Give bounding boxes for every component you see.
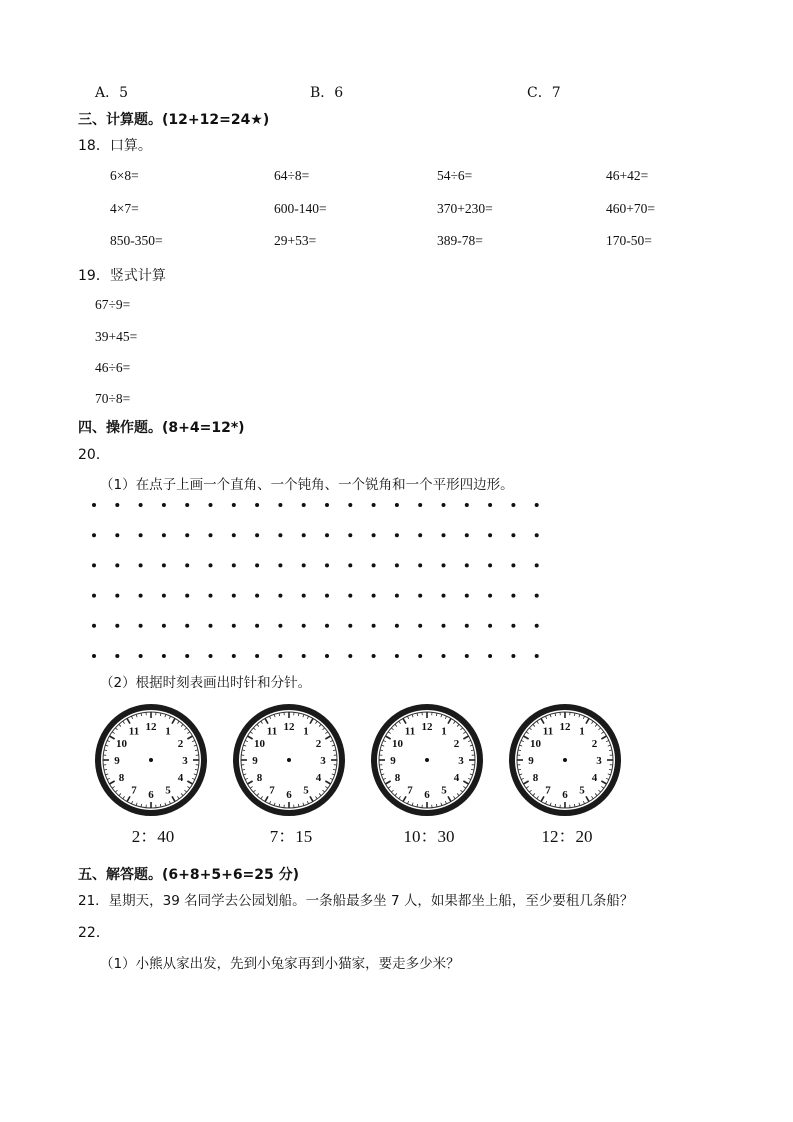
question-20-label: 20． <box>78 447 110 463</box>
grid-dot <box>92 624 96 628</box>
grid-dot <box>162 563 166 567</box>
grid-dot <box>511 594 515 598</box>
mental-math-item: 170-50= <box>606 233 652 248</box>
grid-dot <box>209 533 213 537</box>
grid-dot <box>535 503 539 507</box>
clock-time-label: 12：20 <box>541 827 593 846</box>
grid-dot <box>418 654 422 658</box>
clock-face <box>367 700 487 820</box>
grid-dot <box>465 624 469 628</box>
grid-dot <box>92 654 96 658</box>
grid-dot <box>325 503 329 507</box>
grid-dot <box>162 654 166 658</box>
grid-dot <box>442 624 446 628</box>
clock-numeral: 11 <box>404 725 416 738</box>
grid-dot <box>278 624 282 628</box>
grid-dot <box>302 563 306 567</box>
vertical-calc-item: 67÷9= <box>95 297 131 312</box>
grid-dot <box>511 624 515 628</box>
grid-dot <box>418 533 422 537</box>
clock-numeral: 6 <box>286 789 292 801</box>
vertical-calc-item: 39+45= <box>95 329 138 344</box>
grid-dot <box>372 563 376 567</box>
clock-numeral: 8 <box>532 772 539 784</box>
grid-dot <box>278 594 282 598</box>
clock-numeral: 10 <box>254 738 266 750</box>
clock-numeral: 6 <box>424 789 430 801</box>
section-3-title: 三、计算题。(12+12=24★) <box>78 112 270 128</box>
grid-dot <box>325 654 329 658</box>
grid-dot <box>115 563 119 567</box>
clock-numeral: 9 <box>252 755 258 767</box>
clock-numeral: 11 <box>128 725 140 738</box>
grid-dot <box>209 594 213 598</box>
grid-dot <box>535 563 539 567</box>
vertical-calc-item: 70÷8= <box>95 391 131 406</box>
grid-dot <box>255 563 259 567</box>
grid-dot <box>488 503 492 507</box>
grid-dot <box>232 654 236 658</box>
grid-dot <box>302 533 306 537</box>
grid-dot <box>92 563 96 567</box>
clock-numeral: 12 <box>421 721 433 733</box>
option-a: A．5 <box>95 85 129 101</box>
clock-time-label: 7：15 <box>269 827 313 846</box>
grid-dot <box>115 594 119 598</box>
mental-math-item: 54÷6= <box>437 168 473 183</box>
grid-dot <box>372 624 376 628</box>
grid-dot <box>185 503 189 507</box>
grid-dot <box>395 503 399 507</box>
clock-numeral: 2 <box>591 738 598 750</box>
clock-face <box>91 700 211 820</box>
grid-dot <box>418 594 422 598</box>
grid-dot <box>488 594 492 598</box>
clock-face <box>505 700 625 820</box>
clock-numeral: 3 <box>596 755 602 767</box>
grid-dot <box>232 533 236 537</box>
grid-dot <box>139 594 143 598</box>
grid-dot <box>115 654 119 658</box>
grid-dot <box>465 563 469 567</box>
grid-dot <box>139 503 143 507</box>
clock-numeral: 10 <box>530 738 542 750</box>
clock-numeral: 10 <box>116 738 128 750</box>
grid-dot <box>488 654 492 658</box>
grid-dot <box>511 563 515 567</box>
grid-dot <box>255 624 259 628</box>
grid-dot <box>115 533 119 537</box>
clock-numeral: 5 <box>579 784 585 797</box>
grid-dot <box>185 594 189 598</box>
grid-dot <box>395 624 399 628</box>
grid-dot <box>139 563 143 567</box>
grid-dot <box>442 654 446 658</box>
grid-dot <box>395 563 399 567</box>
grid-dot <box>185 654 189 658</box>
clock-numeral: 5 <box>165 784 171 797</box>
grid-dot <box>395 654 399 658</box>
grid-dot <box>209 563 213 567</box>
grid-dot <box>209 624 213 628</box>
grid-dot <box>232 563 236 567</box>
grid-dot <box>418 503 422 507</box>
grid-dot <box>535 654 539 658</box>
grid-dot <box>511 654 515 658</box>
clock-numeral: 7 <box>545 784 551 797</box>
clock-numeral: 11 <box>266 725 278 738</box>
clock-numeral: 11 <box>542 725 554 738</box>
mental-math-item: 460+70= <box>606 201 655 216</box>
grid-dot <box>348 503 352 507</box>
dot-grid <box>85 496 565 661</box>
grid-dot <box>278 503 282 507</box>
grid-dot <box>442 563 446 567</box>
clock-numeral: 1 <box>303 725 309 738</box>
grid-dot <box>139 533 143 537</box>
clock-numeral: 2 <box>177 738 184 750</box>
mental-math-item: 370+230= <box>437 201 493 216</box>
grid-dot <box>185 563 189 567</box>
grid-dot <box>139 654 143 658</box>
grid-dot <box>232 503 236 507</box>
grid-dot <box>395 533 399 537</box>
question-20-part-1: （1）在点子上画一个直角、一个钝角、一个锐角和一个平形四边形。 <box>100 477 514 493</box>
question-18-label: 18．口算。 <box>78 138 152 154</box>
grid-dot <box>395 594 399 598</box>
clock-numeral: 1 <box>165 725 171 738</box>
grid-dot <box>372 594 376 598</box>
clock-numeral: 5 <box>303 784 309 797</box>
clock-numeral: 4 <box>177 772 184 784</box>
clock-numeral: 10 <box>392 738 404 750</box>
grid-dot <box>278 654 282 658</box>
grid-dot <box>372 533 376 537</box>
grid-dot <box>302 624 306 628</box>
clock-face <box>229 700 349 820</box>
clock-numeral: 7 <box>131 784 137 797</box>
mental-math-item: 29+53= <box>274 233 317 248</box>
mental-math-item: 64÷8= <box>274 168 310 183</box>
grid-dot <box>325 563 329 567</box>
vertical-calc-item: 46÷6= <box>95 360 131 375</box>
grid-dot <box>325 594 329 598</box>
grid-dot <box>418 624 422 628</box>
option-b: B．6 <box>310 85 344 101</box>
clock-numeral: 2 <box>453 738 460 750</box>
clock-numeral: 6 <box>148 789 154 801</box>
clock-numeral: 3 <box>182 755 188 767</box>
clock-numeral: 3 <box>320 755 326 767</box>
grid-dot <box>139 624 143 628</box>
grid-dot <box>185 533 189 537</box>
clock-numeral: 12 <box>559 721 571 733</box>
clock-numeral: 9 <box>114 755 120 767</box>
grid-dot <box>185 624 189 628</box>
mental-math-item: 389-78= <box>437 233 483 248</box>
clock-numeral: 4 <box>453 772 460 784</box>
grid-dot <box>302 594 306 598</box>
question-22-label: 22． <box>78 925 110 941</box>
clock-numeral: 3 <box>458 755 464 767</box>
clock-numeral: 8 <box>394 772 401 784</box>
clock-numeral: 8 <box>256 772 263 784</box>
clock-numeral: 9 <box>528 755 534 767</box>
grid-dot <box>465 594 469 598</box>
grid-dot <box>278 563 282 567</box>
clock-numeral: 4 <box>591 772 598 784</box>
grid-dot <box>348 624 352 628</box>
grid-dot <box>535 533 539 537</box>
grid-dot <box>209 503 213 507</box>
question-20-part-2: （2）根据时刻表画出时针和分针。 <box>100 675 312 691</box>
mental-math-item: 600-140= <box>274 201 327 216</box>
option-c: C．7 <box>527 85 561 101</box>
grid-dot <box>511 503 515 507</box>
clock-numeral: 5 <box>441 784 447 797</box>
grid-dot <box>278 533 282 537</box>
grid-dot <box>442 533 446 537</box>
mental-math-item: 4×7= <box>110 201 139 216</box>
grid-dot <box>348 563 352 567</box>
grid-dot <box>162 624 166 628</box>
grid-dot <box>465 503 469 507</box>
clock-numeral: 4 <box>315 772 322 784</box>
clock-center-dot <box>287 758 291 762</box>
question-22-part-1: （1）小熊从家出发，先到小兔家再到小猫家，要走多少米？ <box>100 956 460 972</box>
grid-dot <box>488 624 492 628</box>
clock-center-dot <box>149 758 153 762</box>
grid-dot <box>115 624 119 628</box>
grid-dot <box>488 533 492 537</box>
grid-dot <box>302 503 306 507</box>
grid-dot <box>255 533 259 537</box>
grid-dot <box>535 594 539 598</box>
grid-dot <box>232 624 236 628</box>
grid-dot <box>255 594 259 598</box>
mental-math-item: 850-350= <box>110 233 163 248</box>
clock-center-dot <box>425 758 429 762</box>
grid-dot <box>418 563 422 567</box>
grid-dot <box>535 624 539 628</box>
clock-numeral: 1 <box>441 725 447 738</box>
grid-dot <box>442 594 446 598</box>
grid-dot <box>465 654 469 658</box>
grid-dot <box>325 533 329 537</box>
grid-dot <box>348 594 352 598</box>
grid-dot <box>92 594 96 598</box>
grid-dot <box>372 503 376 507</box>
clock-time-label: 10：30 <box>403 827 455 846</box>
grid-dot <box>325 624 329 628</box>
grid-dot <box>255 503 259 507</box>
grid-dot <box>92 533 96 537</box>
question-19-label: 19．竖式计算 <box>78 268 166 284</box>
grid-dot <box>162 533 166 537</box>
clock-numeral: 1 <box>579 725 585 738</box>
clock-numeral: 6 <box>562 789 568 801</box>
grid-dot <box>442 503 446 507</box>
grid-dot <box>488 563 492 567</box>
clock-numeral: 9 <box>390 755 396 767</box>
section-5-title: 五、解答题。(6+8+5+6=25 分) <box>78 867 300 883</box>
grid-dot <box>348 654 352 658</box>
clock-numeral: 12 <box>145 721 157 733</box>
clock-time-label: 2：40 <box>131 827 175 846</box>
section-4-title: 四、操作题。(8+4=12*) <box>78 420 245 436</box>
grid-dot <box>92 503 96 507</box>
clock-numeral: 7 <box>407 784 413 797</box>
clock-numeral: 7 <box>269 784 275 797</box>
grid-dot <box>255 654 259 658</box>
grid-dot <box>511 533 515 537</box>
clock-center-dot <box>563 758 567 762</box>
grid-dot <box>465 533 469 537</box>
grid-dot <box>232 594 236 598</box>
grid-dot <box>372 654 376 658</box>
mental-math-item: 6×8= <box>110 168 139 183</box>
grid-dot <box>302 654 306 658</box>
mental-math-item: 46+42= <box>606 168 649 183</box>
question-21-text: 21．星期天，39 名同学去公园划船。一条船最多坐 7 人，如果都坐上船，至少要租几条船？ <box>78 893 634 909</box>
grid-dot <box>162 503 166 507</box>
clock-numeral: 12 <box>283 721 295 733</box>
grid-dot <box>115 503 119 507</box>
clock-numeral: 8 <box>118 772 125 784</box>
grid-dot <box>209 654 213 658</box>
grid-dot <box>162 594 166 598</box>
clock-numeral: 2 <box>315 738 322 750</box>
grid-dot <box>348 533 352 537</box>
